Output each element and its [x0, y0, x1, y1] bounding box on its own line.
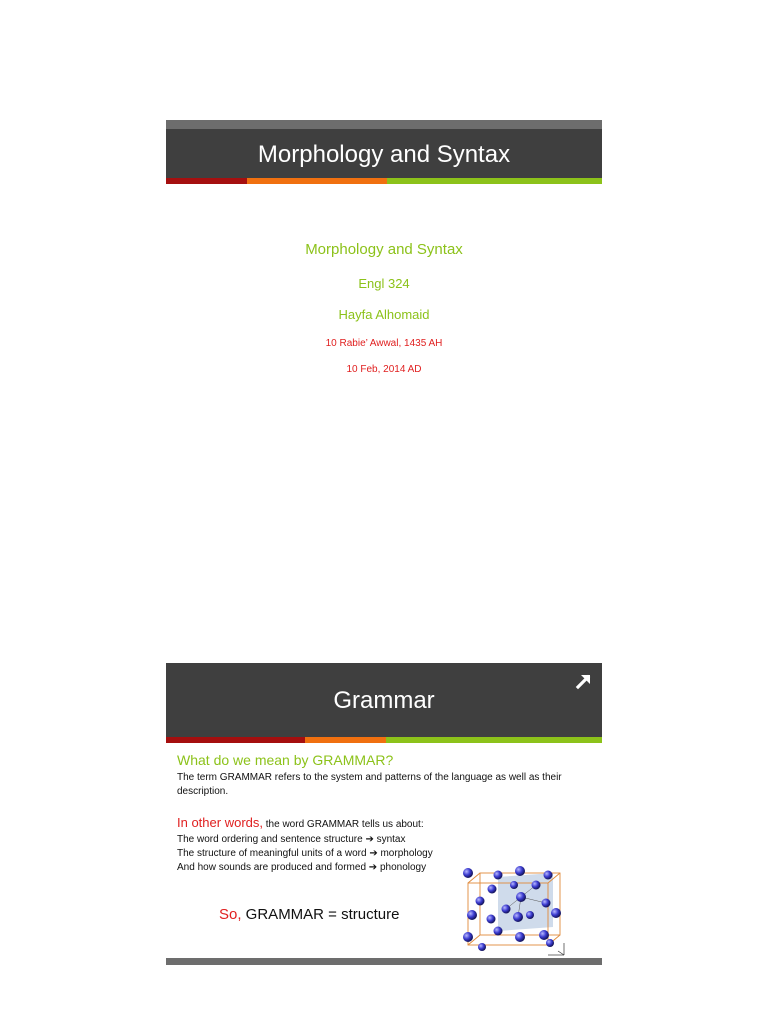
conclusion-lead: So, — [219, 906, 242, 923]
slide-title — [166, 120, 602, 380]
definition-paragraph: The term GRAMMAR refers to the system and patterns of the language as well as their description. — [177, 772, 562, 797]
in-other-words-line — [177, 815, 424, 830]
crystal-structure-image — [458, 865, 568, 957]
title-bar — [166, 663, 602, 737]
author-name: Hayfa Alhomaid — [338, 307, 430, 322]
date-hijri: 10 Rabie’ Awwal, 1435 AH — [325, 338, 443, 349]
in-other-words-lead: In other words, — [177, 815, 263, 830]
in-other-words-rest: the word GRAMMAR tells us about: — [263, 819, 424, 830]
slide-grammar — [166, 663, 602, 965]
conclusion-line — [219, 906, 399, 923]
section-heading: What do we mean by GRAMMAR? — [177, 752, 394, 768]
bottom-strip — [166, 958, 602, 965]
grammar-list — [177, 833, 433, 875]
accent-stripe — [166, 178, 602, 184]
arrow-up-right-icon — [574, 671, 594, 691]
title-bar — [166, 129, 602, 178]
subtitle: Morphology and Syntax — [305, 241, 463, 258]
slide-title-text: Grammar — [333, 687, 435, 714]
list-item: And how sounds are produced and formed ➔ phonology — [177, 862, 427, 873]
course-code: Engl 324 — [358, 276, 410, 291]
accent-stripe — [166, 737, 602, 743]
list-item: The structure of meaningful units of a word ➔ morphology — [177, 848, 433, 859]
date-gregorian: 10 Feb, 2014 AD — [346, 364, 422, 375]
conclusion-rest: GRAMMAR = structure — [241, 906, 400, 923]
list-item: The word ordering and sentence structure ➔ syntax — [177, 834, 406, 845]
top-strip — [166, 120, 602, 129]
slide-title-text: Morphology and Syntax — [257, 141, 511, 168]
